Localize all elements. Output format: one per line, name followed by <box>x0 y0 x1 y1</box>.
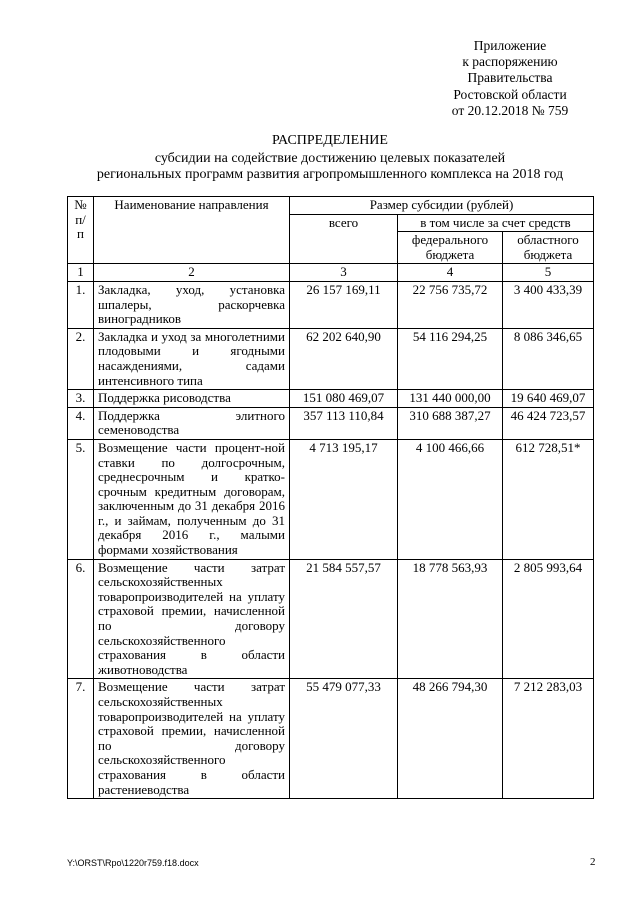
row-regional: 3 400 433,39 <box>503 281 594 328</box>
appendix-line: Правительства <box>467 70 553 86</box>
file-path: Y:\ORST\Rpo\1220r759.f18.docx <box>67 858 199 868</box>
row-regional: 19 640 469,07 <box>503 390 594 408</box>
document-heading: РАСПРЕДЕЛЕНИЕ <box>272 133 388 148</box>
row-total: 21 584 557,57 <box>290 559 398 679</box>
header-name: Наименование направления <box>94 197 290 264</box>
header-size: Размер субсидии (рублей) <box>290 197 594 215</box>
row-total: 55 479 077,33 <box>290 679 398 799</box>
row-total: 26 157 169,11 <box>290 281 398 328</box>
row-total: 357 113 110,84 <box>290 407 398 439</box>
row-name: Возмещение части затрат сельскохозяйственных товаропроизводителей на уплату страховой премии, начисленной по договору сельскохозяйственного страхования в области животноводства <box>94 559 290 679</box>
table-row <box>68 328 594 389</box>
row-regional: 7 212 283,03 <box>503 679 594 799</box>
row-num: 2. <box>68 328 94 389</box>
row-name: Закладка, уход, установка шпалеры, раскорчевка виноградников <box>94 281 290 328</box>
row-num: 3. <box>68 390 94 408</box>
row-num: 6. <box>68 559 94 679</box>
column-number: 3 <box>290 264 398 282</box>
subsidy-table <box>67 196 594 799</box>
row-total: 4 713 195,17 <box>290 439 398 559</box>
row-num: 1. <box>68 281 94 328</box>
row-num: 5. <box>68 439 94 559</box>
page-number: 2 <box>590 856 596 868</box>
table-row <box>68 281 594 328</box>
row-name: Возмещение части процент-ной ставки по долгосрочным, среднесрочным и кратко-срочным кредитным договорам, заключенным до 31 декабря 2016 г., и займам, полученным до 31 декабря 2016 г., малыми формами хозяйствования <box>94 439 290 559</box>
row-regional: 2 805 993,64 <box>503 559 594 679</box>
row-regional: 46 424 723,57 <box>503 407 594 439</box>
row-federal: 131 440 000,00 <box>398 390 503 408</box>
column-number-row <box>68 264 594 282</box>
table-row <box>68 679 594 799</box>
row-total: 151 080 469,07 <box>290 390 398 408</box>
row-federal: 18 778 563,93 <box>398 559 503 679</box>
document-subtitle-line: региональных программ развития агропромышленного комплекса на 2018 год <box>96 167 564 182</box>
header-regional: областного бюджета <box>503 232 594 264</box>
row-num: 7. <box>68 679 94 799</box>
column-number: 1 <box>68 264 94 282</box>
row-name: Поддержка элитного семеноводства <box>94 407 290 439</box>
row-total: 62 202 640,90 <box>290 328 398 389</box>
document-subtitle-line: субсидии на содействие достижению целевых показателей <box>154 151 506 166</box>
header-total: всего <box>290 214 398 264</box>
table-row <box>68 390 594 408</box>
row-regional: 612 728,51* <box>503 439 594 559</box>
row-name: Закладка и уход за многолетними плодовыми и ягодными насаждениями, садами интенсивного типа <box>94 328 290 389</box>
column-number: 5 <box>503 264 594 282</box>
header-including: в том числе за счет средств <box>398 214 594 232</box>
row-regional: 8 086 346,65 <box>503 328 594 389</box>
header-federal: федерального бюджета <box>398 232 503 264</box>
appendix-line: Приложение <box>473 38 547 53</box>
row-name: Возмещение части затрат сельскохозяйственных товаропроизводителей на уплату страховой премии, начисленной по договору сельскохозяйственного страхования в области растениеводства <box>94 679 290 799</box>
row-federal: 4 100 466,66 <box>398 439 503 559</box>
table-row <box>68 559 594 679</box>
row-federal: 22 756 735,72 <box>398 281 503 328</box>
column-number: 2 <box>94 264 290 282</box>
appendix-block <box>420 38 600 119</box>
table-row <box>68 407 594 439</box>
appendix-line: от 20.12.2018 № 759 <box>451 102 569 118</box>
column-number: 4 <box>398 264 503 282</box>
appendix-line: Ростовской области <box>453 86 567 102</box>
row-num: 4. <box>68 407 94 439</box>
row-federal: 48 266 794,30 <box>398 679 503 799</box>
appendix-line: к распоряжению <box>462 54 558 70</box>
table-row <box>68 439 594 559</box>
header-num: № п/п <box>68 197 94 264</box>
row-federal: 54 116 294,25 <box>398 328 503 389</box>
row-name: Поддержка рисоводства <box>94 390 290 408</box>
table-header-row <box>68 197 594 215</box>
row-federal: 310 688 387,27 <box>398 407 503 439</box>
